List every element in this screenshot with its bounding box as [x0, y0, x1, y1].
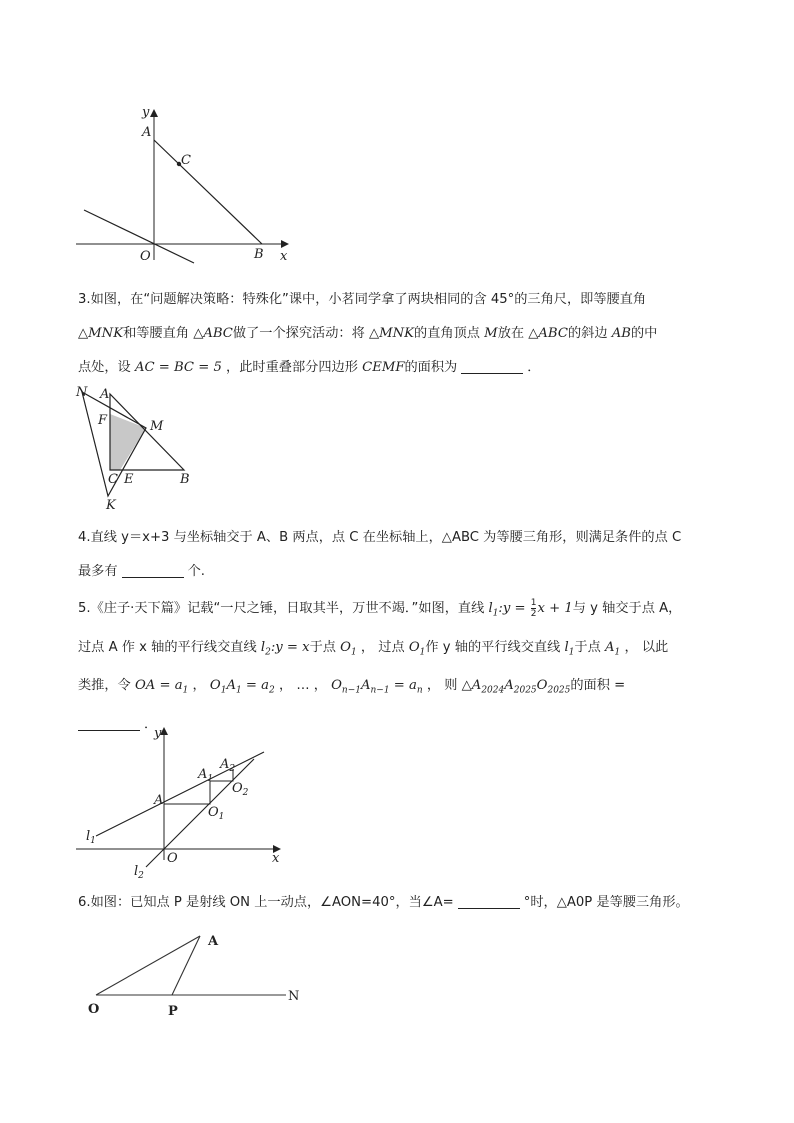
- label-o2-main: O: [232, 781, 243, 796]
- q3-text-1: 3.如图，在“问题解决策略：特殊化”课中，小茗同学拿了两块相同的含 45°的三角尺，即等腰直角: [78, 292, 647, 307]
- q5-t1c: 1: [492, 608, 499, 619]
- q5-line-2: [78, 631, 738, 670]
- shaded-quad-cemf: [110, 414, 146, 470]
- q3-answer-blank[interactable]: [461, 359, 523, 374]
- figure-coordinate-triangle: [70, 100, 300, 270]
- q5-frac-num: 1: [530, 597, 537, 608]
- question-5: [78, 592, 738, 742]
- q5-t3e: O: [209, 678, 221, 694]
- q5-t2o: A: [605, 639, 615, 655]
- q5-t3i: = a: [241, 678, 270, 694]
- q5-t3b: OA = a: [134, 678, 183, 694]
- question-3: [78, 283, 738, 385]
- label-l1-main: l: [86, 829, 91, 844]
- label-a: A: [142, 125, 152, 140]
- q3-t2d: ABC: [203, 326, 233, 341]
- q3-t2c: 和等腰直角 △: [123, 326, 204, 341]
- q4-text-1: 4.直线 y＝x+3 与坐标轴交于 A、B 两点，点 C 在坐标轴上，△ABC 为等腰三角形，则满足条件的点 C: [78, 530, 682, 545]
- q5-t3s: A: [471, 678, 482, 694]
- label-l1-sub: 1: [90, 836, 96, 846]
- q3-t2g: 的直角顶点: [414, 326, 485, 341]
- figure-halving-lines: [74, 722, 294, 882]
- label-o: O: [88, 1002, 100, 1017]
- label-a2-main: A: [220, 757, 230, 772]
- q3-t3f: ．: [527, 360, 541, 375]
- q3-t2e: 做了一个探究活动：将 △: [232, 326, 380, 341]
- q5-t4: ．: [144, 716, 158, 732]
- q5-t2k: 作 y 轴的平行线交直线: [425, 639, 565, 655]
- q4-line-2: [78, 555, 738, 589]
- label-o: O: [167, 851, 178, 866]
- q5-t3c: 1: [182, 685, 189, 696]
- label-a1-main: A: [198, 767, 208, 782]
- q5-t2g: 1: [350, 647, 357, 658]
- q5-t3r: ， 则 △: [422, 678, 472, 694]
- label-e: E: [124, 472, 134, 487]
- q3-t3a: 点处，设: [78, 360, 135, 375]
- q5-t2j: 1: [419, 647, 426, 658]
- q6-t1b: °时，△A0P 是等腰三角形。: [523, 895, 689, 910]
- label-l2-main: l: [134, 864, 139, 879]
- label-f: F: [98, 413, 108, 428]
- q5-t1b: l: [488, 601, 493, 616]
- q5-line-3: [78, 669, 738, 708]
- label-o1-main: O: [208, 805, 219, 820]
- label-a2-sub: 2: [229, 764, 236, 774]
- question-6: [78, 886, 738, 920]
- q3-t3e: 的面积为: [404, 360, 458, 375]
- label-x: x: [280, 249, 288, 264]
- q5-t2m: 1: [568, 647, 575, 658]
- label-c: C: [181, 153, 191, 168]
- label-a: A: [100, 387, 110, 402]
- q5-t3n: A: [360, 678, 371, 694]
- fraction-one-half: [531, 598, 537, 619]
- q5-t2n: 于点: [574, 639, 605, 655]
- q5-t3d: ，: [188, 678, 210, 694]
- q5-t2p: 1: [614, 647, 621, 658]
- q5-frac-den: 2: [530, 608, 537, 619]
- label-a2: [219, 757, 235, 774]
- q5-t1d: :y =: [498, 601, 530, 616]
- q5-t2e: 于点: [309, 639, 341, 655]
- label-a1-sub: 1: [207, 774, 214, 784]
- q3-t2b: MNK: [88, 326, 124, 341]
- line-through-origin: [84, 210, 194, 263]
- q4-line-1: [78, 521, 738, 555]
- q5-t3k: ， … ，: [274, 678, 332, 694]
- q4-t2a: 最多有: [78, 564, 118, 579]
- q5-t3y: 的面积 =: [570, 678, 626, 694]
- q3-t2m: 的中: [630, 326, 658, 341]
- q3-t2l: AB: [611, 326, 631, 341]
- q5-t3h: 1: [235, 685, 242, 696]
- q5-t3t: 2024: [481, 685, 505, 696]
- q3-t3c: ，此时重叠部分四边形: [221, 360, 363, 375]
- q5-t3j: 2: [269, 685, 275, 696]
- q5-t2i: O: [408, 639, 420, 655]
- label-a: A: [208, 934, 219, 949]
- q5-t2d: :y = x: [270, 639, 310, 655]
- label-y: y: [154, 726, 162, 741]
- label-a: A: [154, 793, 164, 808]
- q5-t3x: 2025: [547, 685, 571, 696]
- q5-t2c: 2: [265, 647, 271, 658]
- q5-t3v: 2025: [513, 685, 537, 696]
- q3-line-1: [78, 283, 738, 317]
- question-4: [78, 521, 738, 589]
- q5-t3o: n−1: [370, 685, 390, 696]
- label-o: O: [140, 249, 151, 264]
- q3-t2i: 放在 △: [497, 326, 539, 341]
- q6-line-1: [78, 886, 738, 920]
- q3-t2h: M: [484, 326, 498, 341]
- label-n: N: [76, 385, 88, 400]
- q5-t3f: 1: [220, 685, 227, 696]
- label-c: C: [108, 472, 118, 487]
- q3-t3b: AC = BC = 5: [134, 360, 222, 375]
- label-n: N: [288, 989, 300, 1004]
- label-o1: [208, 805, 224, 822]
- q6-answer-blank[interactable]: [458, 894, 520, 909]
- q5-t3m: n−1: [341, 685, 361, 696]
- q5-line-1: [78, 592, 738, 631]
- label-b: B: [254, 247, 264, 262]
- figure-two-triangles: [72, 384, 202, 514]
- label-o2-sub: 2: [242, 788, 249, 798]
- q3-t3d: CEMF: [362, 360, 405, 375]
- q5-t3q: n: [416, 685, 423, 696]
- q3-line-2: [78, 317, 738, 351]
- q5-t2h: ， 过点: [356, 639, 409, 655]
- q3-t2a: △: [78, 326, 89, 341]
- label-k: K: [106, 498, 116, 513]
- label-o2: [232, 781, 249, 798]
- q5-t2a: 过点 A 作 x 轴的平行线交直线: [78, 639, 261, 655]
- q3-t2j: ABC: [538, 326, 568, 341]
- q5-t3w: O: [536, 678, 548, 694]
- q4-t2b: 个.: [187, 564, 205, 579]
- q5-t3l: O: [331, 678, 342, 694]
- q3-t2f: MNK: [379, 326, 415, 341]
- q5-t3p: = a: [389, 678, 417, 694]
- label-l1: [86, 829, 96, 846]
- label-m: M: [150, 419, 164, 434]
- label-b: B: [180, 472, 190, 487]
- q5-t3g: A: [226, 678, 236, 694]
- q5-t1f: 与 y 轴交于点 A，: [572, 601, 682, 616]
- q5-t3u: A: [504, 678, 514, 694]
- label-l2: [134, 864, 144, 881]
- line-ab: [154, 140, 262, 244]
- label-x: x: [272, 851, 280, 866]
- label-y: y: [142, 105, 150, 120]
- label-a1: [197, 767, 213, 784]
- label-p: P: [168, 1004, 178, 1019]
- label-o1-sub: 1: [218, 812, 225, 822]
- q6-t1a: 6.如图：已知点 P 是射线 ON 上一动点，∠AON=40°，当∠A=: [78, 895, 454, 910]
- q5-t1e: x + 1: [537, 601, 573, 616]
- q3-line-3: [78, 351, 738, 385]
- q5-t2f: O: [340, 639, 351, 655]
- step-a-o1-a1: [164, 781, 210, 804]
- q5-t2l: l: [564, 639, 569, 655]
- q5-t1a: 5.《庄子·天下篇》记载“一尺之锤，日取其半，万世不竭．”如图，直线: [78, 601, 489, 616]
- q4-answer-blank[interactable]: [122, 563, 184, 578]
- q5-t3a: 类推，令: [78, 678, 135, 694]
- segment-oa: [96, 936, 200, 995]
- q5-t2b: l: [260, 639, 266, 655]
- q5-t2q: ， 以此: [620, 639, 669, 655]
- figure-ray-on: [82, 925, 322, 1025]
- q3-t2k: 的斜边: [567, 326, 612, 341]
- label-l2-sub: 2: [138, 871, 144, 881]
- segment-ap: [172, 936, 200, 995]
